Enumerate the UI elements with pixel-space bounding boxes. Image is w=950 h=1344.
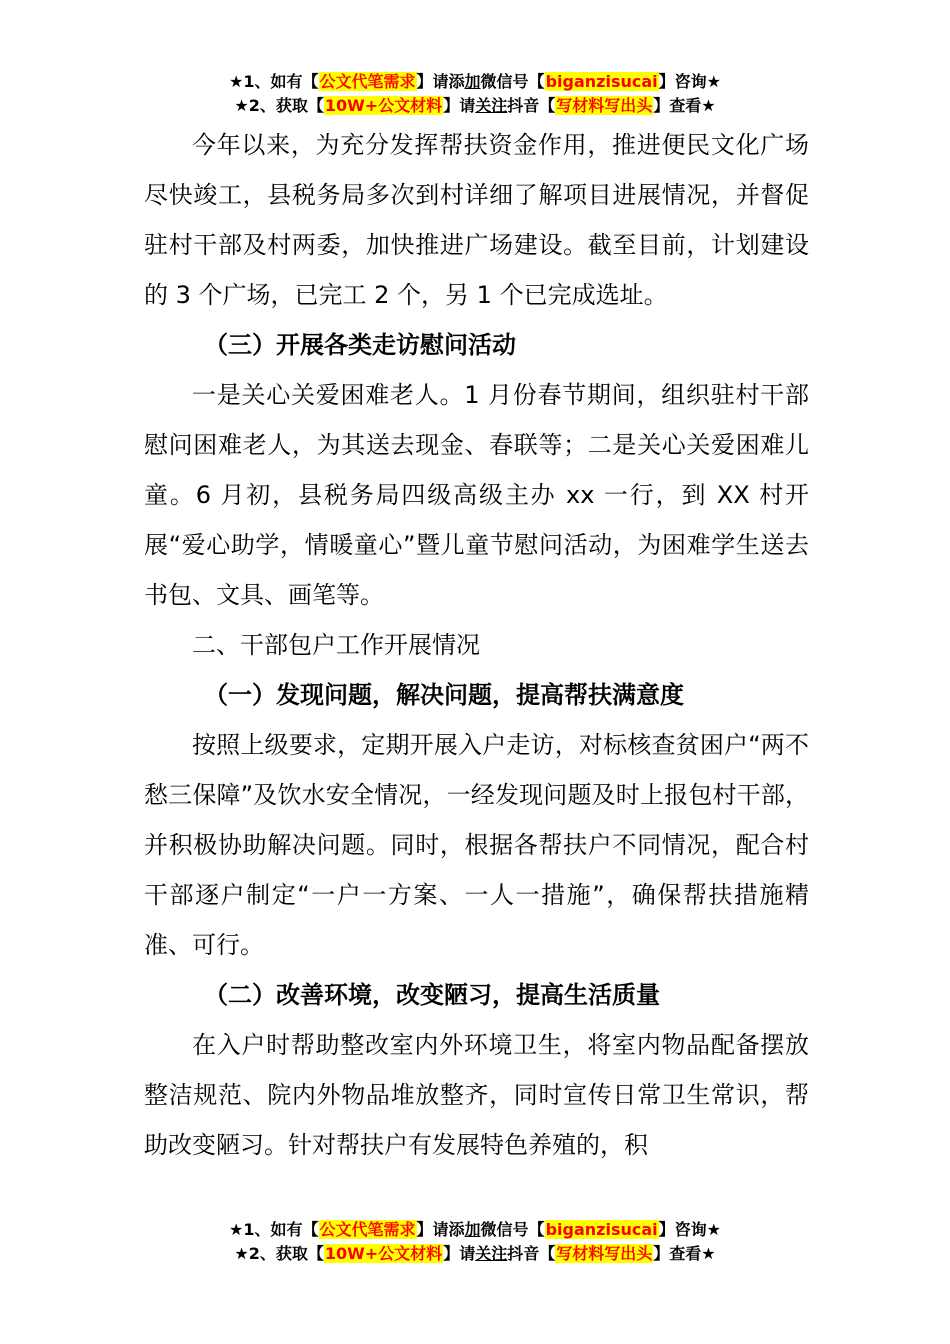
banner-text: 抖音【 <box>507 1244 556 1263</box>
header-banner <box>0 70 950 118</box>
banner-text: 微信号【 <box>480 1220 545 1239</box>
banner-text: ★2、获取【 <box>234 1244 324 1263</box>
banner-text: 】请 <box>443 96 476 115</box>
banner-highlight: 写材料写出头 <box>556 96 653 115</box>
paragraph: 在入户时帮助整改室内外环境卫生，将室内物品配备摆放整洁规范、院内外物品堆放整齐，同时宣传日常卫生常识，帮助改变陋习。针对帮扶户有发展特色养殖的，积 <box>144 1031 809 1159</box>
banner-text: 】查看★ <box>653 96 716 115</box>
section-heading: （一）发现问题，解决问题，提高帮扶满意度 <box>204 681 684 709</box>
banner-highlight: 公文代笔需求 <box>319 72 416 91</box>
banner-line-1 <box>0 70 950 94</box>
banner-line-2 <box>0 94 950 118</box>
document-body <box>144 120 809 1170</box>
banner-text: 微信号【 <box>480 72 545 91</box>
banner-underline: 加 <box>464 72 481 91</box>
footer-banner <box>0 1218 950 1266</box>
banner-highlight: 公文代笔需求 <box>319 1220 416 1239</box>
banner-text: ★2、获取【 <box>234 96 324 115</box>
section-heading: （二）改善环境，改变陋习，提高生活质量 <box>204 981 660 1009</box>
banner-text: 抖音【 <box>507 96 556 115</box>
banner-highlight: biganzisucai <box>545 72 658 91</box>
banner-text: 】咨询★ <box>658 72 721 91</box>
banner-text: 】请 <box>443 1244 476 1263</box>
banner-highlight: 写材料写出头 <box>556 1244 653 1263</box>
banner-highlight: 10W+公文材料 <box>324 1244 443 1263</box>
section-title: 二、干部包户工作开展情况 <box>192 631 480 659</box>
banner-text: ★1、如有【 <box>229 72 319 91</box>
paragraph: 一是关心关爱困难老人。1 月份春节期间，组织驻村干部慰问困难老人，为其送去现金、春联等；二是关心关爱困难儿童。6 月初，县税务局四级高级主办 xx 一行，到 XX 村开展“爱心助学，情暖童心”暨儿童节慰问活动，为困难学生送去书包、文具、画笔等。 <box>144 381 809 609</box>
banner-text: 】查看★ <box>653 1244 716 1263</box>
banner-highlight: biganzisucai <box>545 1220 658 1239</box>
banner-text: 】请添 <box>416 72 465 91</box>
section-heading: （三）开展各类走访慰问活动 <box>204 331 516 359</box>
banner-highlight: 10W+公文材料 <box>324 96 443 115</box>
banner-underline: 关注 <box>475 96 508 115</box>
banner-line-1 <box>0 1218 950 1242</box>
paragraph: 按照上级要求，定期开展入户走访，对标核查贫困户“两不愁三保障”及饮水安全情况，一经发现问题及时上报包村干部，并积极协助解决问题。同时，根据各帮扶户不同情况，配合村干部逐户制定“一户一方案、一人一措施”，确保帮扶措施精准、可行。 <box>144 731 809 959</box>
banner-underline: 加 <box>464 1220 481 1239</box>
banner-text: ★1、如有【 <box>229 1220 319 1239</box>
paragraph: 今年以来，为充分发挥帮扶资金作用，推进便民文化广场尽快竣工，县税务局多次到村详细了解项目进展情况，并督促驻村干部及村两委，加快推进广场建设。截至目前，计划建设的 3 个广场，已完工 2 个，另 1 个已完成选址。 <box>144 131 809 309</box>
banner-text: 】咨询★ <box>658 1220 721 1239</box>
banner-underline: 关注 <box>475 1244 508 1263</box>
banner-text: 】请添 <box>416 1220 465 1239</box>
banner-line-2 <box>0 1242 950 1266</box>
